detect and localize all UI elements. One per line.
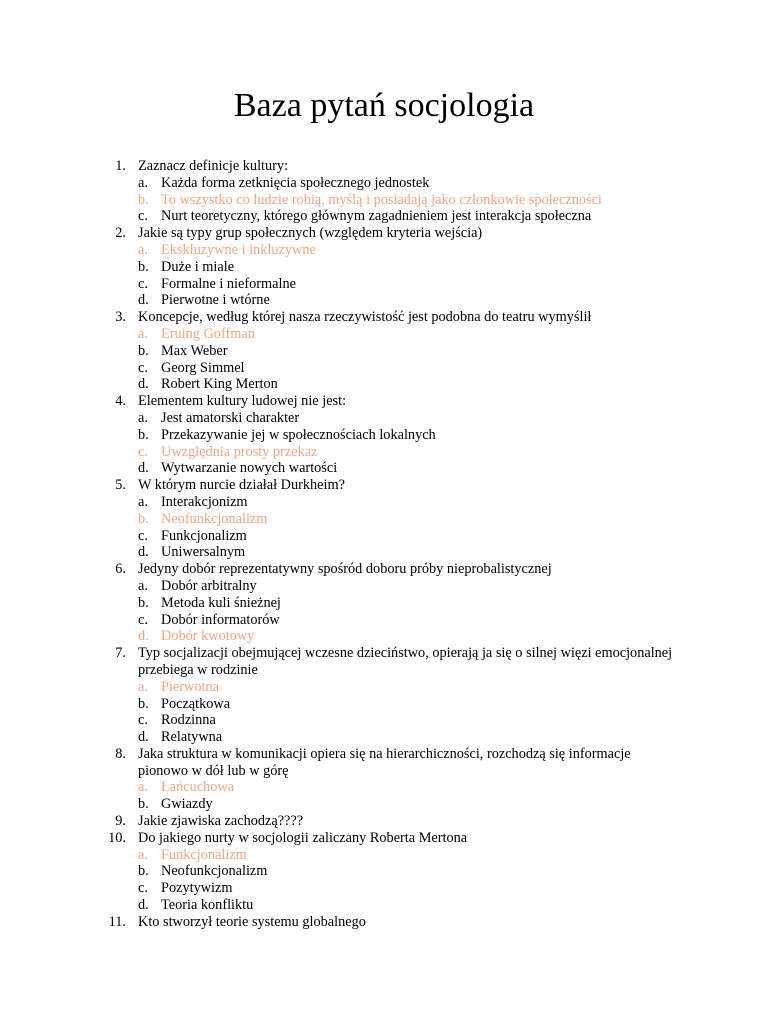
question-text: Koncepcje, według której nasza rzeczywistość jest podobna do teatru wymyślił xyxy=(138,309,592,326)
answer-text: Metoda kuli śnieżnej xyxy=(161,594,281,611)
question-number: 7. xyxy=(115,645,126,662)
answer-text: Nurt teoretyczny, którego głównym zagadnieniem jest interakcja społeczna xyxy=(161,208,592,225)
question-item xyxy=(0,561,768,578)
answer-text: Neofunkcjonalizm xyxy=(161,510,268,527)
page-title: Baza pytań socjologia xyxy=(233,87,535,124)
answer-letter: b. xyxy=(138,510,149,527)
answer-option xyxy=(0,376,768,393)
answer-text: Funkcjonalizm xyxy=(161,846,247,863)
answer-text: Pierwotne i wtórne xyxy=(161,292,270,309)
answer-letter: d. xyxy=(138,897,149,914)
question-text: Zaznacz definicje kultury: xyxy=(138,158,289,174)
question-item xyxy=(0,830,768,847)
answer-letter: a. xyxy=(138,174,148,191)
question-text: Do jakiego nurty w socjologii zaliczany Roberta Mertona xyxy=(138,829,468,846)
question-number: 11. xyxy=(108,913,126,930)
question-number: 2. xyxy=(115,225,126,242)
answer-option xyxy=(0,796,768,813)
answer-option xyxy=(0,578,768,595)
question-item xyxy=(0,477,768,494)
answer-text: Interakcjonizm xyxy=(161,493,248,510)
answer-letter: b. xyxy=(138,594,149,611)
answer-option xyxy=(0,208,768,225)
answer-text: Formalne i nieformalne xyxy=(161,275,296,292)
answer-option-correct xyxy=(0,847,768,864)
question-number: 10. xyxy=(108,829,126,846)
answer-letter: d. xyxy=(138,544,149,561)
answer-option-correct xyxy=(0,242,768,259)
answer-letter: a. xyxy=(138,325,148,342)
question-text: Elementem kultury ludowej nie jest: xyxy=(138,393,347,410)
answer-text: Max Weber xyxy=(161,342,228,359)
answer-text: Dobór arbitralny xyxy=(161,577,257,594)
answer-option-correct xyxy=(0,511,768,528)
answer-text: To wszystko co ludzie robią, myślą i posiadają jako członkowie społeczności xyxy=(161,191,602,208)
question-text: W którym nurcie działał Durkheim? xyxy=(138,477,345,494)
answer-text: Dobór informatorów xyxy=(161,611,280,628)
answer-text: Jest amatorski charakter xyxy=(161,409,300,426)
question-item xyxy=(0,158,768,175)
answer-text: Początkowa xyxy=(161,695,231,712)
answer-letter: a. xyxy=(138,409,148,426)
answer-text: Pierwotna xyxy=(161,678,219,695)
answer-text: Wytwarzanie nowych wartości xyxy=(161,460,338,477)
answer-letter: d. xyxy=(138,376,149,393)
question-item xyxy=(0,914,768,931)
answer-text: Przekazywanie jej w społecznościach lokalnych xyxy=(161,426,436,443)
answer-letter: a. xyxy=(138,577,148,594)
answer-option xyxy=(0,360,768,377)
answer-option xyxy=(0,712,768,729)
answer-option xyxy=(0,460,768,477)
question-item xyxy=(0,813,768,830)
answer-text: Robert King Merton xyxy=(161,376,278,393)
answer-text: Teoria konfliktu xyxy=(161,897,254,914)
question-text: Kto stworzył teorie systemu globalnego xyxy=(138,913,366,930)
answer-option-correct xyxy=(0,779,768,796)
question-text: Typ socjalizacji obejmującej wczesne dzieciństwo, opierają ja się o silnej więzi emocjonalnej przebiega w rodzinie xyxy=(138,645,673,678)
question-number: 4. xyxy=(115,393,126,410)
question-item xyxy=(0,225,768,242)
answer-letter: a. xyxy=(138,678,148,695)
answer-option xyxy=(0,259,768,276)
answer-letter: d. xyxy=(138,628,149,645)
answer-option xyxy=(0,612,768,629)
question-item xyxy=(0,309,768,326)
answer-text: Rodzinna xyxy=(161,712,216,729)
answer-text: Georg Simmel xyxy=(161,359,245,376)
answer-option xyxy=(0,343,768,360)
answer-option-correct xyxy=(0,628,768,645)
answer-letter: b. xyxy=(138,695,149,712)
answer-letter: d. xyxy=(138,460,149,477)
answer-option xyxy=(0,276,768,293)
answer-text: Łańcuchowa xyxy=(161,779,235,796)
question-item xyxy=(0,393,768,410)
answer-option xyxy=(0,544,768,561)
question-text: Jedyny dobór reprezentatywny spośród doboru próby nieprobalistycznej xyxy=(138,561,552,578)
question-text: Jakie są typy grup społecznych (względem kryteria wejścia) xyxy=(138,225,483,242)
answer-text: Ekskluzywne i inkluzywne xyxy=(161,241,316,258)
answer-letter: c. xyxy=(138,359,148,376)
answer-letter: c. xyxy=(138,443,148,460)
question-item xyxy=(0,645,768,679)
question-item xyxy=(0,746,768,780)
answer-option xyxy=(0,729,768,746)
answer-letter: a. xyxy=(138,493,148,510)
answer-option xyxy=(0,410,768,427)
answer-letter: b. xyxy=(138,863,149,880)
answer-text: Eruing Goffman xyxy=(161,325,255,342)
answer-option xyxy=(0,595,768,612)
question-number: 5. xyxy=(115,477,126,494)
answer-letter: b. xyxy=(138,191,149,208)
answer-letter: c. xyxy=(138,611,148,628)
answer-letter: b. xyxy=(138,426,149,443)
answer-letter: b. xyxy=(138,796,149,813)
answer-letter: d. xyxy=(138,729,149,746)
answer-letter: c. xyxy=(138,880,148,897)
answer-letter: a. xyxy=(138,846,148,863)
question-list xyxy=(0,158,768,931)
answer-option xyxy=(0,880,768,897)
answer-option-correct xyxy=(0,192,768,209)
question-number: 9. xyxy=(115,813,126,830)
answer-text: Uwzględnia prosty przekaz xyxy=(161,443,318,460)
answer-letter: a. xyxy=(138,779,148,796)
answer-letter: c. xyxy=(138,208,148,225)
answer-letter: c. xyxy=(138,275,148,292)
answer-option xyxy=(0,427,768,444)
answer-option-correct xyxy=(0,326,768,343)
answer-option xyxy=(0,292,768,309)
answer-text: Duże i miale xyxy=(161,258,235,275)
answer-letter: d. xyxy=(138,292,149,309)
question-number: 1. xyxy=(115,158,126,174)
answer-letter: c. xyxy=(138,527,148,544)
answer-letter: b. xyxy=(138,258,149,275)
answer-letter: c. xyxy=(138,712,148,729)
answer-option-correct xyxy=(0,444,768,461)
question-number: 3. xyxy=(115,309,126,326)
answer-option xyxy=(0,175,768,192)
answer-option xyxy=(0,897,768,914)
answer-text: Każda forma zetknięcia społecznego jednostek xyxy=(161,174,430,191)
answer-letter: a. xyxy=(138,241,148,258)
answer-text: Neofunkcjonalizm xyxy=(161,863,268,880)
answer-option xyxy=(0,494,768,511)
answer-option-correct xyxy=(0,679,768,696)
answer-option xyxy=(0,528,768,545)
answer-option xyxy=(0,696,768,713)
answer-text: Gwiazdy xyxy=(161,796,213,813)
question-text: Jaka struktura w komunikacji opiera się na hierarchiczności, rozchodzą się informacje pionowo w dół lub w górę xyxy=(138,745,631,779)
answer-option xyxy=(0,863,768,880)
answer-text: Uniwersalnym xyxy=(161,544,246,561)
answer-text: Dobór kwotowy xyxy=(161,628,255,645)
question-number: 6. xyxy=(115,561,126,578)
answer-text: Funkcjonalizm xyxy=(161,527,247,544)
answer-letter: b. xyxy=(138,342,149,359)
answer-text: Relatywna xyxy=(161,729,223,746)
question-number: 8. xyxy=(115,745,126,762)
question-text: Jakie zjawiska zachodzą???? xyxy=(138,813,304,830)
answer-text: Pozytywizm xyxy=(161,880,233,897)
